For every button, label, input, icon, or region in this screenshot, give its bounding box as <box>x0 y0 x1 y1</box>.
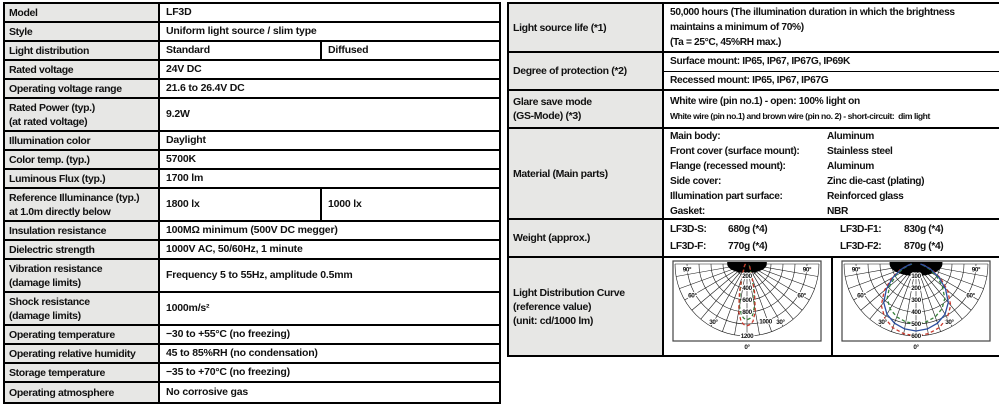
spec-value <box>160 170 499 187</box>
spec-subcell <box>160 189 322 220</box>
spec-row <box>5 293 499 326</box>
svg-text:200: 200 <box>911 285 921 293</box>
spec-row <box>509 91 999 129</box>
spec-label-line: at 1.0m directly below <box>9 205 111 218</box>
spec-value-text: 1800 lx <box>166 198 200 210</box>
spec-value-text: 45 to 85%RH (no condensation) <box>166 347 318 359</box>
spec-value-text: Uniform light source / slim type <box>166 25 317 37</box>
spec-row <box>5 364 499 383</box>
spec-row <box>5 345 499 364</box>
spec-value <box>160 260 499 291</box>
svg-text:400: 400 <box>742 285 752 293</box>
spec-label-line: (reference value) <box>513 300 592 313</box>
spec-label <box>5 170 160 187</box>
spec-value-text: LF3D <box>166 6 192 18</box>
spec-row <box>5 326 499 345</box>
weight-entry: 830g (*4) <box>904 224 944 235</box>
svg-text:200: 200 <box>742 273 752 281</box>
spec-value-text: −30 to +55°C (no freezing) <box>166 328 290 340</box>
spec-value <box>664 258 999 355</box>
weight-entry: 770g (*4) <box>728 241 768 252</box>
spec-label-line: Reference Illuminance (typ.) <box>9 191 140 204</box>
spec-value <box>664 4 999 51</box>
spec-value-text: (Ta = 25°C, 45%RH max.) <box>670 37 782 48</box>
spec-label <box>509 53 664 89</box>
spec-label-line: (GS-Mode) (*3) <box>513 110 582 122</box>
spec-subcell <box>322 189 499 220</box>
spec-row <box>5 170 499 189</box>
spec-value-text: 50,000 hours (The illumination duration in which the brightness <box>670 7 955 18</box>
spec-label-line: Light distribution <box>9 44 90 57</box>
light-distribution-chart-standard <box>672 260 822 352</box>
svg-text:30°: 30° <box>945 319 954 326</box>
svg-text:0°: 0° <box>913 344 919 351</box>
material-entry: Main body: <box>670 130 721 142</box>
svg-text:90°: 90° <box>683 266 692 274</box>
spec-label <box>509 220 664 256</box>
material-entry: Side cover: <box>670 175 722 187</box>
spec-label <box>509 4 664 51</box>
spec-row <box>509 53 999 91</box>
material-entry: Flange (recessed mount): <box>670 160 786 172</box>
spec-label <box>509 91 664 127</box>
spec-label <box>5 80 160 97</box>
material-entry: Zinc die-cast (plating) <box>827 175 925 187</box>
spec-value <box>160 23 499 40</box>
spec-label-line: Illumination color <box>9 134 91 147</box>
spec-value <box>160 132 499 149</box>
spec-value <box>160 241 499 258</box>
spec-value-text: Frequency 5 to 55Hz, amplitude 0.5mm <box>166 269 353 281</box>
spec-label-line: Style <box>9 25 33 38</box>
spec-value-text: maintains a minimum of 70%) <box>670 22 804 33</box>
svg-text:1200: 1200 <box>740 333 754 341</box>
weight-entry: LF3D-F1: <box>840 224 882 235</box>
svg-text:90°: 90° <box>803 266 812 274</box>
spec-value-text: 1000m/s² <box>166 302 210 314</box>
spec-value <box>160 189 499 220</box>
spec-value-text: 1700 lm <box>166 172 204 184</box>
spec-row <box>5 222 499 241</box>
svg-text:600: 600 <box>742 297 752 305</box>
spec-subrow <box>664 53 999 72</box>
material-entry: Reinforced glass <box>827 190 904 202</box>
material-entry: Stainless steel <box>827 145 893 157</box>
spec-label-line: Operating relative humidity <box>9 347 136 360</box>
spec-label-line: Insulation resistance <box>9 224 107 237</box>
spec-value-text: Diffused <box>328 44 369 56</box>
spec-label <box>5 326 160 343</box>
svg-text:60°: 60° <box>856 292 866 300</box>
spec-value-text: 24V DC <box>166 63 202 75</box>
spec-label-line: Dielectric strength <box>9 243 95 256</box>
spec-value <box>664 129 999 218</box>
spec-row <box>509 4 999 53</box>
spec-label <box>5 260 160 291</box>
svg-text:500: 500 <box>911 321 921 329</box>
svg-text:1000: 1000 <box>759 318 773 326</box>
svg-text:0°: 0° <box>744 344 750 351</box>
weight-entry: LF3D-S: <box>670 224 707 235</box>
spec-label <box>5 383 160 402</box>
spec-value-text: White wire (pin no.1) - open: 100% light on <box>670 96 860 107</box>
spec-label-line: Vibration resistance <box>9 262 103 275</box>
spec-label-line: Color temp. (typ.) <box>9 153 90 166</box>
spec-label-line: Weight (approx.) <box>513 232 591 244</box>
spec-value-text: Standard <box>166 44 210 56</box>
svg-text:800: 800 <box>742 309 752 317</box>
material-entry: Front cover (surface mount): <box>670 145 800 157</box>
spec-label <box>509 129 664 218</box>
spec-label-line: Rated Power (typ.) <box>9 101 95 114</box>
spec-label-line: Operating atmosphere <box>9 386 115 399</box>
spec-label <box>5 23 160 40</box>
spec-row <box>5 4 499 23</box>
svg-text:60°: 60° <box>797 292 807 300</box>
spec-subrow <box>664 72 999 90</box>
spec-label-line: (unit: cd/1000 lm) <box>513 314 594 327</box>
svg-text:60°: 60° <box>966 292 975 300</box>
weight-entry: 680g (*4) <box>728 224 768 235</box>
spec-subcell <box>322 42 499 59</box>
spec-value-text: 100MΩ minimum (500V DC megger) <box>166 224 338 236</box>
spec-label <box>5 61 160 78</box>
spec-value <box>664 53 999 89</box>
spec-label <box>5 99 160 130</box>
spec-row <box>5 99 499 132</box>
spec-label <box>5 189 160 220</box>
chart-cell <box>664 258 831 355</box>
spec-row <box>509 220 999 258</box>
spec-label-line: Material (Main parts) <box>513 167 608 180</box>
spec-value <box>160 222 499 239</box>
spec-value <box>160 99 499 130</box>
spec-value <box>160 4 499 21</box>
spec-value <box>160 293 499 324</box>
spec-label <box>5 151 160 168</box>
spec-row <box>5 61 499 80</box>
spec-value-text: 21.6 to 26.4V DC <box>166 82 245 94</box>
spec-label-line: (damage limits) <box>9 309 81 322</box>
svg-text:90°: 90° <box>851 266 860 274</box>
spec-label <box>5 293 160 324</box>
spec-value <box>160 326 499 343</box>
spec-row <box>5 189 499 222</box>
material-entry: NBR <box>827 205 849 217</box>
spec-label <box>509 258 664 355</box>
spec-value-text: 1000 lx <box>328 198 362 210</box>
spec-row <box>5 260 499 293</box>
spec-value-text: Recessed mount: IP65, IP67, IP67G <box>670 74 829 86</box>
spec-value-text: 9.2W <box>166 108 190 120</box>
svg-text:90°: 90° <box>971 266 980 274</box>
light-distribution-chart-diffused <box>841 260 991 352</box>
svg-text:30°: 30° <box>878 319 887 326</box>
spec-label-line: Operating temperature <box>9 328 115 341</box>
spec-value <box>160 42 499 59</box>
spec-value <box>160 80 499 97</box>
spec-row <box>5 80 499 99</box>
spec-value-text: −35 to +70°C (no freezing) <box>166 366 290 378</box>
svg-text:300: 300 <box>911 297 921 305</box>
spec-row <box>5 132 499 151</box>
spec-value <box>160 61 499 78</box>
spec-value <box>160 383 499 402</box>
spec-label-line: (at rated voltage) <box>9 115 88 128</box>
specifications-table-right <box>507 2 999 357</box>
spec-label <box>5 42 160 59</box>
svg-text:100: 100 <box>911 273 921 281</box>
spec-value <box>160 345 499 362</box>
weight-entry: LF3D-F2: <box>840 241 882 252</box>
spec-label-line: Glare save mode <box>513 96 592 108</box>
spec-label-line: Storage temperature <box>9 366 106 379</box>
svg-text:30°: 30° <box>776 319 785 326</box>
weight-grid <box>670 221 993 255</box>
chart-cell <box>831 258 999 355</box>
material-entry: Aluminum <box>827 130 875 142</box>
material-entry: Illumination part surface: <box>670 190 783 202</box>
spec-row <box>5 383 499 402</box>
svg-text:30°: 30° <box>709 319 718 326</box>
spec-value-text: No corrosive gas <box>166 386 248 398</box>
spec-label-line: Operating voltage range <box>9 82 122 95</box>
spec-label-line: Shock resistance <box>9 295 90 308</box>
spec-label <box>5 345 160 362</box>
spec-value-text: Daylight <box>166 134 206 146</box>
svg-text:400: 400 <box>911 309 921 317</box>
spec-label-line: Light Distribution Curve <box>513 286 625 299</box>
spec-row <box>5 151 499 170</box>
spec-label-line: (damage limits) <box>9 276 81 289</box>
spec-label-line: Luminous Flux (typ.) <box>9 172 106 185</box>
weight-entry: LF3D-F: <box>670 241 707 252</box>
spec-value <box>664 220 999 256</box>
material-entry: Aluminum <box>827 160 875 172</box>
spec-label <box>5 241 160 258</box>
svg-text:600: 600 <box>911 333 921 341</box>
spec-value <box>160 151 499 168</box>
spec-value-text: White wire (pin no.1) and brown wire (pin no. 2) - short-circuit: dim light <box>670 111 930 121</box>
spec-label-line: Light source life (*1) <box>513 21 607 34</box>
spec-label-line: Rated voltage <box>9 63 74 76</box>
material-entry: Gasket: <box>670 205 705 217</box>
spec-row <box>509 129 999 220</box>
spec-value <box>160 364 499 381</box>
svg-text:60°: 60° <box>688 292 697 300</box>
spec-row <box>5 42 499 61</box>
spec-subcell <box>160 42 322 59</box>
spec-row <box>5 23 499 42</box>
material-list <box>670 129 993 218</box>
spec-label-line: Model <box>9 6 38 19</box>
spec-value-text: 1000V AC, 50/60Hz, 1 minute <box>166 243 303 255</box>
weight-entry: 870g (*4) <box>904 241 944 252</box>
spec-label <box>5 364 160 381</box>
spec-label <box>5 4 160 21</box>
spec-row <box>509 258 999 355</box>
spec-row <box>5 241 499 260</box>
spec-value-text: 5700K <box>166 153 196 165</box>
spec-value-text: Surface mount: IP65, IP67, IP67G, IP69K <box>670 56 850 68</box>
spec-label <box>5 222 160 239</box>
spec-label <box>5 132 160 149</box>
spec-label-line: Degree of protection (*2) <box>513 65 627 77</box>
spec-value <box>664 91 999 127</box>
specifications-table-left <box>3 2 501 404</box>
